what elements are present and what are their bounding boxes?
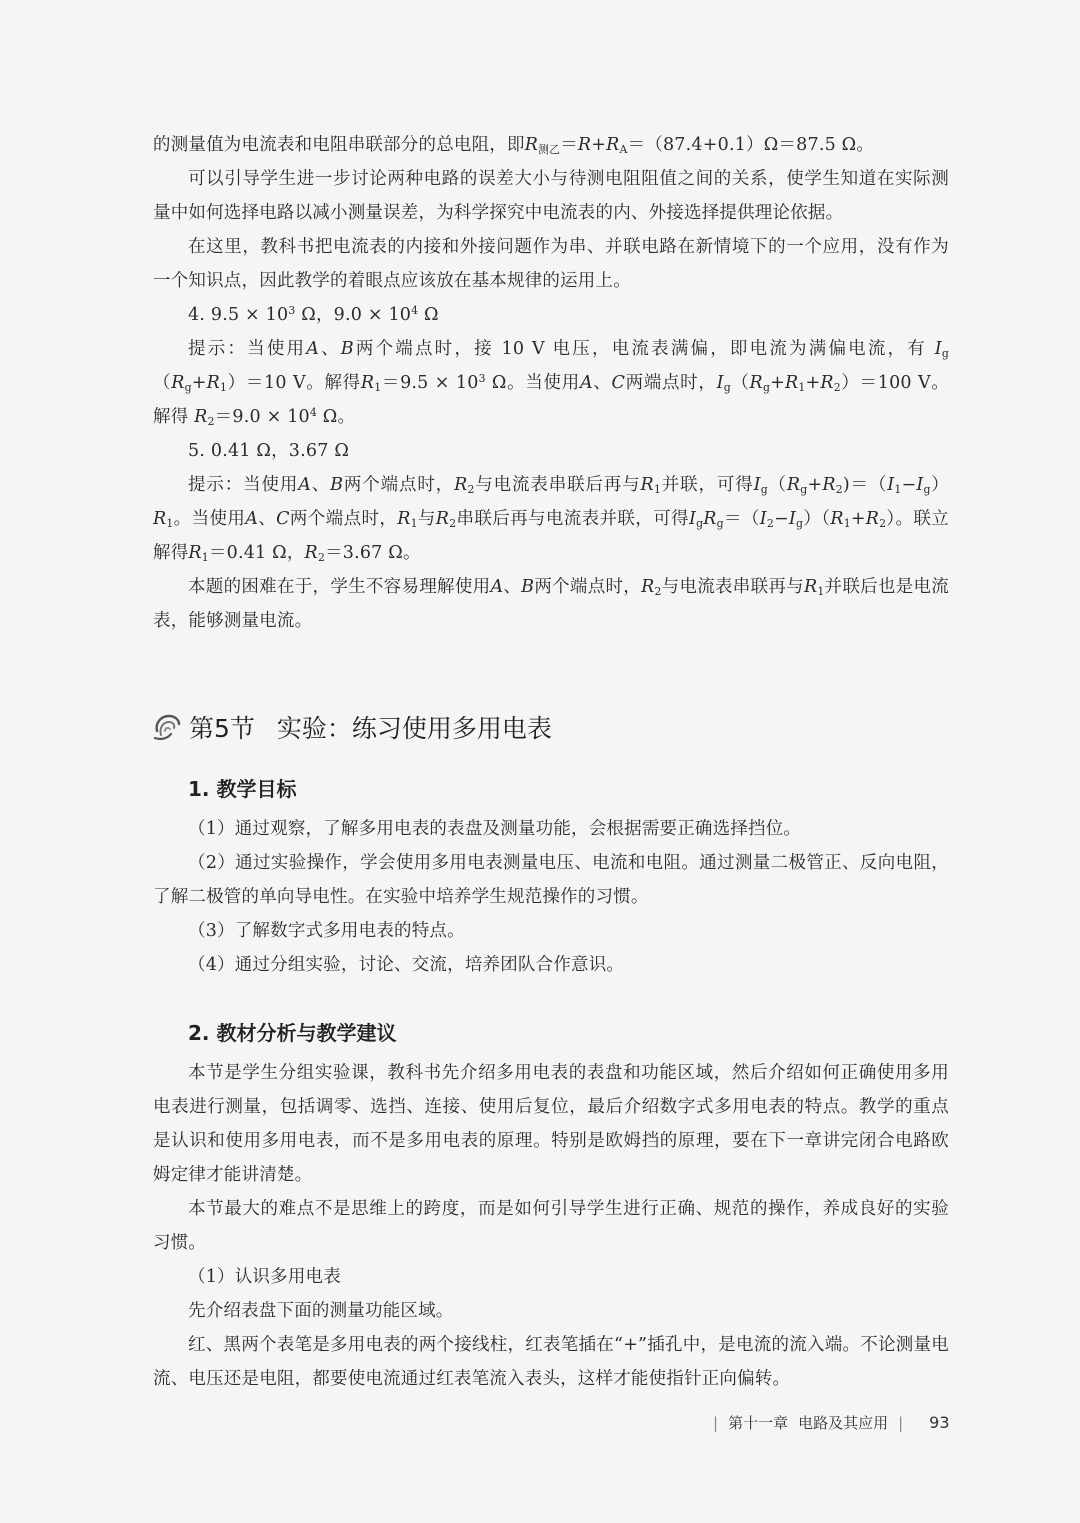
paragraph-teaching-focus: 在这里，教科书把电流表的内接和外接问题作为串、并联电路在新情境下的一个应用，没有作为一个知识点，因此教学的着眼点应该放在基本规律的运用上。 xyxy=(153,237,949,291)
analysis-paragraph: 先介绍表盘下面的测量功能区域。 xyxy=(188,1301,454,1321)
section-title: 实验：练习使用多用电表 xyxy=(276,714,552,743)
paragraph-error-discussion: 可以引导学生进一步讨论两种电路的误差大小与待测电阻阻值之间的关系，使学生知道在实际测量中如何选择电路以减小测量误差，为科学探究中电流表的内、外接选择提供理论依据。 xyxy=(153,169,949,223)
objectives-heading: 1. 教学目标 xyxy=(188,777,297,801)
hint-5: 提示：当使用A、B两个端点时，$R_2$与电流表串联后再与$R_1$并联，可得$I_g(R_g+R_2)=(I_1-I_g)R_1$。当使用A、C两个端点时，$R_1$与$R_2$串联后再与电流表并联，可得$I_gR_g=(I_2-I_g)(R_1+R_2)$。联立解得$R_1=0.41$ Ω，$R_2=3.67$ Ω。 xyxy=(153,475,950,565)
analysis-paragraph: 本节最大的难点不是思维上的跨度，而是如何引导学生进行正确、规范的操作，养成良好的实验习惯。 xyxy=(153,1199,949,1253)
answer-5: 5. 0.41 Ω，3.67 Ω xyxy=(188,441,350,461)
paragraph-difficulty: 本题的困难在于，学生不容易理解使用A、B两个端点时，$R_2$与电流表串联再与$R_1$并联后也是电流表，能够测量电流。 xyxy=(153,577,949,631)
analysis-subheading: （1）认识多用电表 xyxy=(188,1267,341,1287)
page-content xyxy=(153,128,949,1396)
paragraph-measured-value: 的测量值为电流表和电阻串联部分的总电阻，即$R_{测乙}=R+R_A=(87.4+0.1)\Omega=87.5$ Ω。 xyxy=(153,135,875,157)
page-footer: | 第十一章 电路及其应用 | 93 xyxy=(713,1413,950,1432)
section-swirl-icon xyxy=(151,711,183,743)
footer-chapter: 第十一章 xyxy=(728,1414,789,1432)
section-number: 第5节 xyxy=(189,714,255,743)
analysis-paragraph: 本节是学生分组实验课，教科书先介绍多用电表的表盘和功能区域，然后介绍如何正确使用多用电表进行测量，包括调零、选挡、连接、使用后复位，最后介绍数字式多用电表的特点。教学的重点是认识和使用多用电表，而不是多用电表的原理。特别是欧姆挡的原理，要在下一章讲完闭合电路欧姆定律才能讲清楚。 xyxy=(153,1063,949,1185)
analysis-paragraph: 红、黑两个表笔是多用电表的两个接线柱，红表笔插在“+”插孔中，是电流的流入端。不论测量电流、电压还是电阻，都要使电流通过红表笔流入表头，这样才能使指针正向偏转。 xyxy=(153,1335,949,1389)
section-heading xyxy=(153,700,949,754)
answer-4: 4. $9.5 \times 10^3$ Ω，$9.0 \times 10^4$ Ω xyxy=(188,304,439,325)
objective-item: （4）通过分组实验，讨论、交流，培养团队合作意识。 xyxy=(188,955,625,975)
page-number: 93 xyxy=(929,1413,950,1432)
analysis-heading: 2. 教材分析与教学建议 xyxy=(188,1021,397,1045)
objective-item: （3）了解数字式多用电表的特点。 xyxy=(188,921,465,941)
footer-chapter-title: 电路及其应用 xyxy=(798,1414,889,1432)
hint-4: 提示：当使用A、B两个端点时，接 10 V 电压，电流表满偏，即电流为满偏电流，有 $I_g(R_g+R_1)=10$ V。解得$R_1=9.5 \times 10^3$ Ω。当使用A、C两端点时，$I_g(R_g+R_1+R_2)=100$ V。解得 $R_2=9.0 \times 10^4$ Ω。 xyxy=(153,339,950,429)
objective-item: （2）通过实验操作，学会使用多用电表测量电压、电流和电阻。通过测量二极管正、反向电阻，了解二极管的单向导电性。在实验中培养学生规范操作的习惯。 xyxy=(153,853,949,907)
objective-item: （1）通过观察，了解多用电表的表盘及测量功能，会根据需要正确选择挡位。 xyxy=(188,819,802,839)
